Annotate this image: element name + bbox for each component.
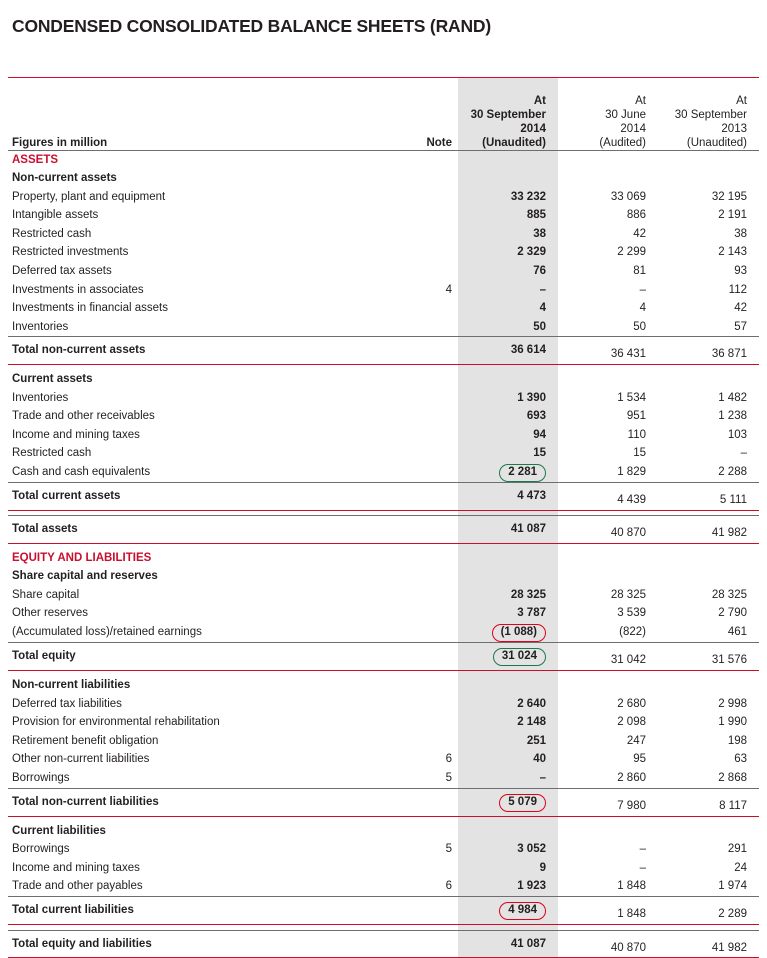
table-cell-value: 40 <box>458 750 558 769</box>
table-cell-value: 15 <box>458 444 558 463</box>
total-note <box>403 643 458 671</box>
table-cell-value: 50 <box>558 318 658 337</box>
table-cell-value: 28 325 <box>658 586 759 605</box>
section-heading: ASSETS <box>8 151 403 170</box>
table-cell-note <box>403 444 458 463</box>
table-cell-value: 42 <box>658 299 759 318</box>
table-cell-value: 2 299 <box>558 243 658 262</box>
total-value-1: 4 473 <box>458 483 558 510</box>
empty-cell <box>558 151 658 170</box>
table-cell-value: 2 143 <box>658 243 759 262</box>
table-row <box>8 623 759 643</box>
empty-cell <box>458 676 558 695</box>
empty-cell <box>558 549 658 568</box>
empty-cell <box>458 567 558 586</box>
table-cell-value: 1 482 <box>658 389 759 408</box>
table-cell-value: 50 <box>458 318 558 337</box>
table-cell-label: Inventories <box>8 318 403 337</box>
table-cell-value: 1 534 <box>558 389 658 408</box>
total-value-2: 7 980 <box>558 789 658 817</box>
table-cell-note <box>403 225 458 244</box>
table-cell-value: 24 <box>658 859 759 878</box>
table-cell-value: 461 <box>658 623 759 643</box>
table-row <box>8 243 759 262</box>
section-subheading-row <box>8 567 759 586</box>
total-note <box>403 897 458 925</box>
table-total-row <box>8 483 759 510</box>
table-row <box>8 463 759 483</box>
table-cell-value: 38 <box>458 225 558 244</box>
table-cell-value: 951 <box>558 407 658 426</box>
empty-cell <box>558 676 658 695</box>
table-cell-value: 2 191 <box>658 206 759 225</box>
table-cell-label: Borrowings <box>8 840 403 859</box>
table-cell-label: Deferred tax assets <box>8 262 403 281</box>
empty-cell <box>403 676 458 695</box>
total-label: Total current assets <box>8 483 403 510</box>
section-subheading-row <box>8 370 759 389</box>
table-total-row <box>8 643 759 671</box>
total-value-2: 36 431 <box>558 337 658 364</box>
table-row <box>8 281 759 300</box>
table-cell-value: 103 <box>658 426 759 445</box>
table-cell-label: Borrowings <box>8 769 403 788</box>
table-cell-value: 885 <box>458 206 558 225</box>
total-value-1: 36 614 <box>458 337 558 364</box>
highlight-circle-green: 31 024 <box>493 648 546 666</box>
total-value-1 <box>458 789 558 817</box>
table-cell-value: 3 787 <box>458 604 558 623</box>
table-cell-label: (Accumulated loss)/retained earnings <box>8 623 403 643</box>
empty-cell <box>458 370 558 389</box>
total-label: Total non-current liabilities <box>8 789 403 817</box>
table-cell-value <box>458 623 558 643</box>
table-row <box>8 225 759 244</box>
table-total-row <box>8 931 759 958</box>
empty-cell <box>658 676 759 695</box>
table-cell-note <box>403 586 458 605</box>
table-cell-value: 1 238 <box>658 407 759 426</box>
total-note <box>403 337 458 364</box>
empty-cell <box>658 549 759 568</box>
table-cell-label: Cash and cash equivalents <box>8 463 403 483</box>
total-value-2: 4 439 <box>558 483 658 510</box>
table-row <box>8 206 759 225</box>
table-cell-note <box>403 732 458 751</box>
empty-cell <box>658 370 759 389</box>
empty-cell <box>403 549 458 568</box>
table-cell-value: 76 <box>458 262 558 281</box>
table-cell-value <box>458 463 558 483</box>
table-cell-value: 1 848 <box>558 877 658 896</box>
table-cell-note <box>403 695 458 714</box>
total-label: Total equity <box>8 643 403 671</box>
header-note-label: Note <box>403 78 458 150</box>
total-label: Total current liabilities <box>8 897 403 925</box>
table-total-row <box>8 897 759 925</box>
table-row <box>8 713 759 732</box>
table-cell-value: 15 <box>558 444 658 463</box>
table-row <box>8 750 759 769</box>
total-value-1 <box>458 643 558 671</box>
table-cell-label: Share capital <box>8 586 403 605</box>
table-cell-value: 38 <box>658 225 759 244</box>
header-column-2: At 30 June 2014 (Audited) <box>558 78 658 150</box>
total-label: Total non-current assets <box>8 337 403 364</box>
section-subheading: Non-current assets <box>8 169 403 188</box>
table-cell-note <box>403 623 458 643</box>
table-cell-note <box>403 206 458 225</box>
balance-sheet-table <box>8 77 759 958</box>
table-row <box>8 604 759 623</box>
table-total-row <box>8 789 759 817</box>
table-cell-value: 28 325 <box>558 586 658 605</box>
section-subheading-row <box>8 676 759 695</box>
table-cell-label: Restricted investments <box>8 243 403 262</box>
empty-cell <box>558 567 658 586</box>
table-cell-value: 63 <box>658 750 759 769</box>
table-cell-label: Income and mining taxes <box>8 859 403 878</box>
table-cell-label: Restricted cash <box>8 225 403 244</box>
table-cell-value: – <box>558 840 658 859</box>
table-cell-label: Trade and other payables <box>8 877 403 896</box>
empty-cell <box>658 169 759 188</box>
total-value-3: 2 289 <box>658 897 759 925</box>
table-cell-value: 94 <box>458 426 558 445</box>
table-cell-value: 2 860 <box>558 769 658 788</box>
empty-cell <box>458 151 558 170</box>
header-column-3: At 30 September 2013 (Unaudited) <box>658 78 759 150</box>
table-row <box>8 732 759 751</box>
table-cell-label: Trade and other receivables <box>8 407 403 426</box>
total-label: Total assets <box>8 516 403 543</box>
table-cell-label: Property, plant and equipment <box>8 188 403 207</box>
table-cell-value: 2 640 <box>458 695 558 714</box>
table-row <box>8 877 759 896</box>
empty-cell <box>658 567 759 586</box>
table-cell-note <box>403 188 458 207</box>
total-value-3: 5 111 <box>658 483 759 510</box>
table-cell-label: Retirement benefit obligation <box>8 732 403 751</box>
table-cell-label: Deferred tax liabilities <box>8 695 403 714</box>
empty-cell <box>403 169 458 188</box>
section-subheading: Share capital and reserves <box>8 567 403 586</box>
total-note <box>403 789 458 817</box>
table-row <box>8 188 759 207</box>
section-subheading: Non-current liabilities <box>8 676 403 695</box>
table-total-row <box>8 337 759 364</box>
table-cell-value: 2 680 <box>558 695 658 714</box>
section-heading-row <box>8 151 759 170</box>
table-cell-note <box>403 426 458 445</box>
empty-cell <box>403 370 458 389</box>
table-cell-value: – <box>458 769 558 788</box>
table-cell-value: 4 <box>558 299 658 318</box>
table-cell-value: 1 974 <box>658 877 759 896</box>
header-figures-label: Figures in million <box>8 78 403 150</box>
table-row <box>8 769 759 788</box>
table-cell-note <box>403 713 458 732</box>
table-cell-value: 57 <box>658 318 759 337</box>
empty-cell <box>558 370 658 389</box>
table-row <box>8 840 759 859</box>
table-cell-value: 81 <box>558 262 658 281</box>
table-cell-value: – <box>458 281 558 300</box>
table-cell-label: Income and mining taxes <box>8 426 403 445</box>
table-cell-value: 2 288 <box>658 463 759 483</box>
table-row <box>8 299 759 318</box>
empty-cell <box>458 169 558 188</box>
table-cell-value: 110 <box>558 426 658 445</box>
table-cell-note <box>403 407 458 426</box>
table-row <box>8 407 759 426</box>
total-value-2: 40 870 <box>558 516 658 543</box>
total-value-3: 41 982 <box>658 931 759 958</box>
table-cell-value: (822) <box>558 623 658 643</box>
total-value-1: 41 087 <box>458 931 558 958</box>
section-heading-row <box>8 549 759 568</box>
table-cell-note <box>403 262 458 281</box>
table-row <box>8 444 759 463</box>
total-note <box>403 931 458 958</box>
table-cell-note: 6 <box>403 877 458 896</box>
total-value-2: 1 848 <box>558 897 658 925</box>
highlight-circle-green: 2 281 <box>499 464 546 482</box>
highlight-circle-red: (1 088) <box>492 624 546 642</box>
table-cell-note <box>403 318 458 337</box>
section-subheading-row <box>8 169 759 188</box>
table-cell-value: 2 998 <box>658 695 759 714</box>
table-cell-value: 886 <box>558 206 658 225</box>
table-cell-value: 93 <box>658 262 759 281</box>
table-cell-value: 3 539 <box>558 604 658 623</box>
table-cell-label: Provision for environmental rehabilitation <box>8 713 403 732</box>
total-label: Total equity and liabilities <box>8 931 403 958</box>
table-total-row <box>8 516 759 543</box>
empty-cell <box>458 822 558 841</box>
table-cell-value: 198 <box>658 732 759 751</box>
empty-cell <box>658 822 759 841</box>
table-cell-value: 1 923 <box>458 877 558 896</box>
section-subheading-row <box>8 822 759 841</box>
empty-cell <box>403 151 458 170</box>
table-cell-value: 3 052 <box>458 840 558 859</box>
table-cell-value: – <box>558 281 658 300</box>
table-body <box>8 78 759 958</box>
table-cell-value: – <box>558 859 658 878</box>
table-row <box>8 318 759 337</box>
table-cell-value: – <box>658 444 759 463</box>
table-cell-value: 2 148 <box>458 713 558 732</box>
total-note <box>403 516 458 543</box>
table-cell-label: Inventories <box>8 389 403 408</box>
table-cell-value: 2 098 <box>558 713 658 732</box>
empty-cell <box>458 549 558 568</box>
total-note <box>403 483 458 510</box>
table-cell-value: 247 <box>558 732 658 751</box>
total-value-1 <box>458 897 558 925</box>
table-cell-value: 291 <box>658 840 759 859</box>
total-value-2: 31 042 <box>558 643 658 671</box>
table-cell-value: 2 329 <box>458 243 558 262</box>
empty-cell <box>558 169 658 188</box>
table-row <box>8 586 759 605</box>
table-cell-note <box>403 604 458 623</box>
table-cell-note: 5 <box>403 769 458 788</box>
total-value-3: 36 871 <box>658 337 759 364</box>
table-cell-value: 693 <box>458 407 558 426</box>
table-cell-value: 1 390 <box>458 389 558 408</box>
empty-cell <box>403 822 458 841</box>
section-subheading: Current assets <box>8 370 403 389</box>
section-subheading: Current liabilities <box>8 822 403 841</box>
table-cell-note <box>403 389 458 408</box>
table-row <box>8 859 759 878</box>
table-cell-note: 6 <box>403 750 458 769</box>
table-cell-label: Intangible assets <box>8 206 403 225</box>
section-heading: EQUITY AND LIABILITIES <box>8 549 403 568</box>
table-cell-label: Restricted cash <box>8 444 403 463</box>
table-cell-value: 95 <box>558 750 658 769</box>
highlight-circle-red: 4 984 <box>499 902 546 920</box>
table-cell-note <box>403 463 458 483</box>
empty-cell <box>403 567 458 586</box>
table-cell-value: 42 <box>558 225 658 244</box>
table-cell-note <box>403 299 458 318</box>
total-value-2: 40 870 <box>558 931 658 958</box>
total-value-3: 41 982 <box>658 516 759 543</box>
table-cell-value: 1 829 <box>558 463 658 483</box>
table-cell-note <box>403 243 458 262</box>
table-cell-value: 2 868 <box>658 769 759 788</box>
table-cell-label: Investments in financial assets <box>8 299 403 318</box>
table-cell-value: 4 <box>458 299 558 318</box>
table-cell-note: 5 <box>403 840 458 859</box>
total-value-3: 31 576 <box>658 643 759 671</box>
table-cell-note: 4 <box>403 281 458 300</box>
highlight-circle-red: 5 079 <box>499 794 546 812</box>
table-cell-value: 32 195 <box>658 188 759 207</box>
table-cell-label: Investments in associates <box>8 281 403 300</box>
table-cell-value: 33 232 <box>458 188 558 207</box>
total-value-3: 8 117 <box>658 789 759 817</box>
table-row <box>8 262 759 281</box>
table-cell-value: 2 790 <box>658 604 759 623</box>
table-cell-value: 251 <box>458 732 558 751</box>
table-cell-note <box>403 859 458 878</box>
empty-cell <box>558 822 658 841</box>
table-cell-label: Other reserves <box>8 604 403 623</box>
table-header-row <box>8 78 759 150</box>
table-cell-value: 28 325 <box>458 586 558 605</box>
total-value-1: 41 087 <box>458 516 558 543</box>
table-row <box>8 389 759 408</box>
empty-cell <box>658 151 759 170</box>
page-title: CONDENSED CONSOLIDATED BALANCE SHEETS (RAND) <box>12 16 759 37</box>
table-row <box>8 695 759 714</box>
table-cell-value: 33 069 <box>558 188 658 207</box>
table-cell-value: 9 <box>458 859 558 878</box>
table-cell-label: Other non-current liabilities <box>8 750 403 769</box>
table-row <box>8 426 759 445</box>
table-cell-value: 1 990 <box>658 713 759 732</box>
table-cell-value: 112 <box>658 281 759 300</box>
header-column-1: At 30 September 2014 (Unaudited) <box>458 78 558 150</box>
